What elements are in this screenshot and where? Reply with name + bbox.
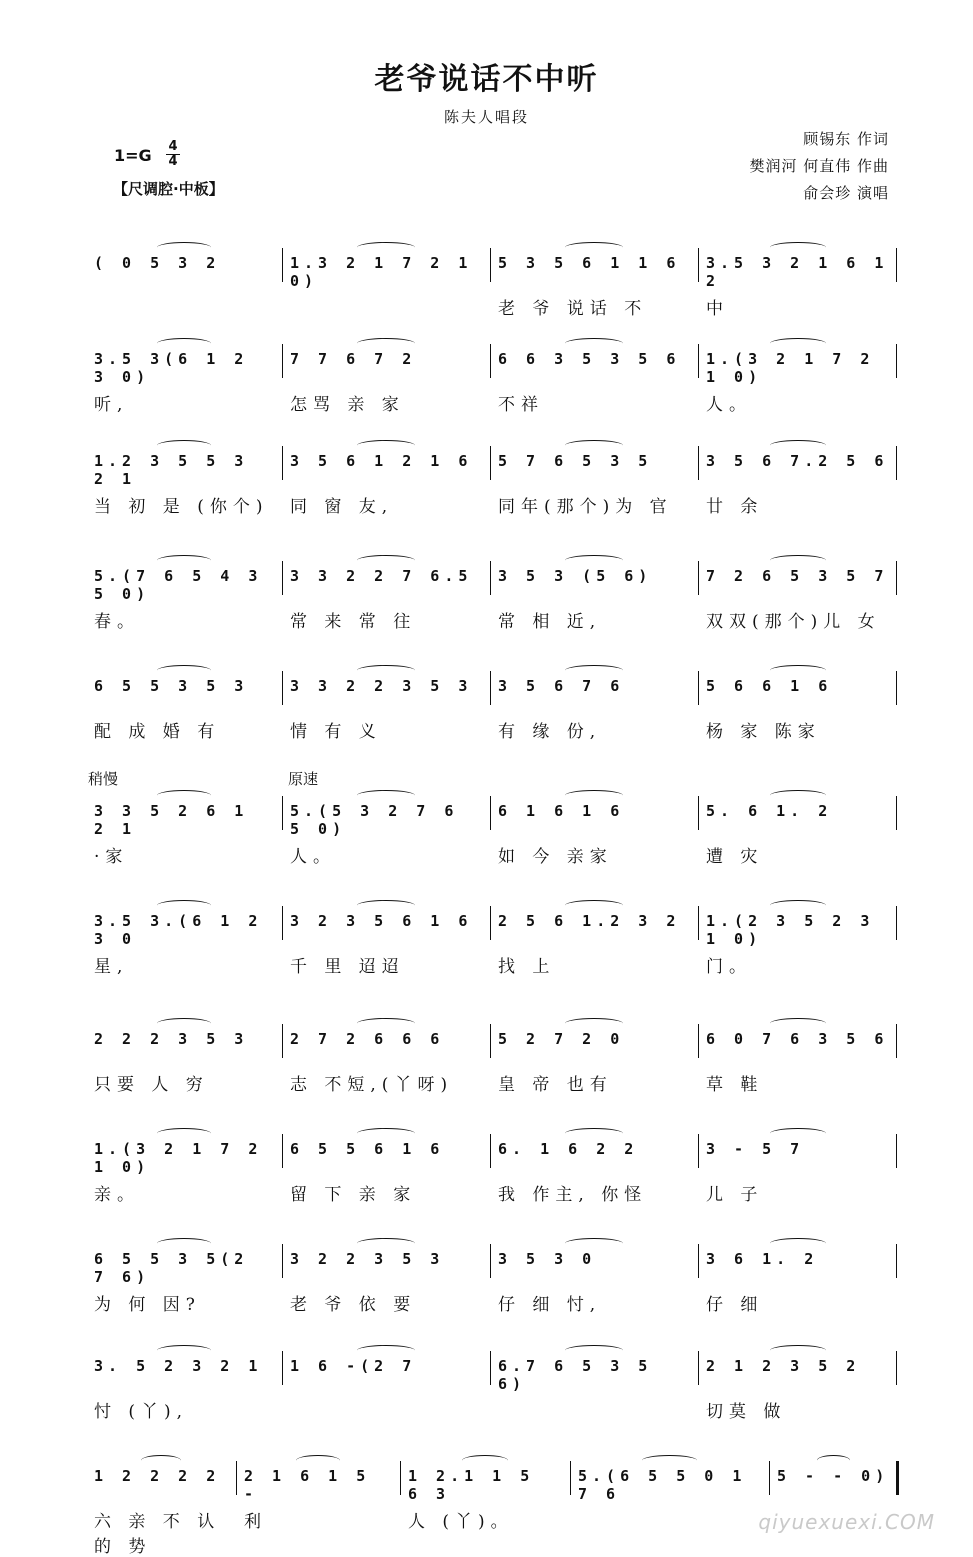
barline bbox=[490, 1134, 491, 1168]
measure-notes: 3 6 1. 2 bbox=[706, 1250, 819, 1268]
barline bbox=[282, 671, 283, 705]
time-signature-top: 4 bbox=[168, 139, 178, 154]
measure-notes: 3 5 6 7.2 5 6 bbox=[706, 452, 889, 470]
measure-lyrics: 配 成 婚 有 bbox=[94, 722, 221, 742]
barline bbox=[282, 561, 283, 595]
measure-lyrics: 留 下 亲 家 bbox=[290, 1185, 417, 1205]
slur bbox=[565, 242, 623, 253]
barline bbox=[282, 796, 283, 830]
slur bbox=[157, 440, 211, 451]
score-system bbox=[86, 770, 898, 890]
measure-lyrics: 找 上 bbox=[498, 957, 556, 977]
slur bbox=[565, 790, 623, 801]
measure-lyrics: 为 何 因? bbox=[94, 1295, 201, 1315]
time-signature bbox=[166, 140, 180, 169]
measure-notes: 3. 5 2 3 2 1 bbox=[94, 1357, 263, 1375]
barline bbox=[490, 671, 491, 705]
score-system bbox=[86, 555, 898, 655]
slur bbox=[565, 555, 623, 566]
slur bbox=[157, 665, 211, 676]
barline bbox=[282, 1244, 283, 1278]
slur bbox=[357, 665, 415, 676]
barline bbox=[490, 446, 491, 480]
slur bbox=[565, 1238, 623, 1249]
measure-notes: 3 3 5 2 6 1 2 1 bbox=[94, 802, 249, 838]
slur bbox=[157, 242, 211, 253]
measure-lyrics: 常 相 近, bbox=[498, 612, 602, 632]
barline bbox=[490, 1351, 491, 1385]
slur bbox=[770, 665, 825, 676]
measure-notes: 3 5 6 1 2 1 6 bbox=[290, 452, 473, 470]
slur bbox=[357, 790, 415, 801]
barline bbox=[698, 1351, 699, 1385]
measure-lyrics: 人 (丫)。 bbox=[408, 1512, 514, 1532]
measure-notes: 1.(2 3 5 2 3 1 0) bbox=[706, 912, 875, 948]
measure-lyrics: 老 爷 依 要 bbox=[290, 1295, 417, 1315]
measure-lyrics: 不祥 bbox=[498, 395, 544, 415]
measure-notes: 6 5 5 6 1 6 bbox=[290, 1140, 445, 1158]
slur bbox=[770, 1238, 825, 1249]
slur bbox=[296, 1455, 340, 1466]
slur bbox=[357, 900, 415, 911]
barline bbox=[698, 446, 699, 480]
measure-notes: 3 2 2 3 5 3 bbox=[290, 1250, 445, 1268]
measure-lyrics: 星, bbox=[94, 957, 129, 977]
measure-notes: 6 0 7 6 3 5 6 bbox=[706, 1030, 889, 1048]
measure-lyrics: 老 爷 说话 不 bbox=[498, 299, 648, 319]
page-title: 老爷说话不中听 bbox=[374, 62, 599, 97]
time-signature-bottom: 4 bbox=[168, 154, 178, 169]
slur bbox=[157, 1345, 211, 1356]
slur bbox=[357, 440, 415, 451]
measure-notes: 2 1 6 1 5 - bbox=[244, 1467, 371, 1503]
style-marking: 【尺调腔·中板】 bbox=[113, 180, 224, 198]
measure-notes: 2 2 2 3 5 3 bbox=[94, 1030, 249, 1048]
barline bbox=[896, 561, 897, 595]
measure-lyrics: 忖 (丫), bbox=[94, 1402, 189, 1422]
barline bbox=[282, 446, 283, 480]
barline bbox=[282, 906, 283, 940]
measure-lyrics: 廿 余 bbox=[706, 497, 764, 517]
barline bbox=[698, 561, 699, 595]
measure-notes: 1.2 3 5 5 3 2 1 bbox=[94, 452, 249, 488]
barline bbox=[400, 1461, 401, 1495]
slur bbox=[357, 555, 415, 566]
barline bbox=[490, 796, 491, 830]
barline bbox=[896, 1244, 897, 1278]
measure-notes: ( 0 5 3 2 bbox=[94, 254, 221, 272]
slur bbox=[157, 1018, 211, 1029]
slur bbox=[157, 900, 211, 911]
measure-lyrics: 门。 bbox=[706, 957, 752, 977]
slur bbox=[565, 440, 623, 451]
measure-notes: 1 2.1 1 5 6 3 bbox=[408, 1467, 535, 1503]
tempo-marking-slower: 稍慢 bbox=[88, 770, 119, 788]
measure-notes: 1.(3 2 1 7 2 1 0) bbox=[706, 350, 875, 386]
composer-credit: 樊润河 何直伟 作曲 bbox=[749, 157, 889, 175]
measure-notes: 5. 6 1. 2 bbox=[706, 802, 833, 820]
barline bbox=[282, 1134, 283, 1168]
slur bbox=[357, 1018, 415, 1029]
measure-notes: 5 - - 0) bbox=[777, 1467, 890, 1485]
slur bbox=[770, 1345, 825, 1356]
barline bbox=[282, 344, 283, 378]
measure-notes: 6.7 6 5 3 5 6) bbox=[498, 1357, 653, 1393]
barline bbox=[896, 671, 897, 705]
barline bbox=[896, 1134, 897, 1168]
key-signature: 1=G bbox=[114, 146, 152, 165]
slur bbox=[770, 900, 825, 911]
measure-notes: 3 5 3 0 bbox=[498, 1250, 597, 1268]
measure-lyrics: 有 缘 份, bbox=[498, 722, 602, 742]
measure-lyrics: 利 bbox=[244, 1512, 267, 1532]
measure-notes: 3.5 3(6 1 2 3 0) bbox=[94, 350, 249, 386]
slur bbox=[157, 338, 211, 349]
score-system bbox=[86, 1018, 898, 1118]
barline bbox=[282, 1351, 283, 1385]
measure-lyrics: 儿 子 bbox=[706, 1185, 764, 1205]
barline bbox=[490, 344, 491, 378]
slur bbox=[770, 242, 825, 253]
measure-notes: 5.(6 5 5 0 1 7 6 bbox=[578, 1467, 747, 1503]
slur bbox=[357, 338, 415, 349]
measure-notes: 2 1 2 3 5 2 bbox=[706, 1357, 861, 1375]
slur bbox=[157, 555, 211, 566]
measure-notes: 5 3 5 6 1 1 6 bbox=[498, 254, 681, 272]
score-system bbox=[86, 440, 898, 540]
measure-lyrics: 听, bbox=[94, 395, 129, 415]
slur bbox=[157, 1238, 211, 1249]
barline bbox=[896, 344, 897, 378]
slur bbox=[817, 1455, 851, 1466]
measure-notes: 3.5 3 2 1 6 1 2 bbox=[706, 254, 889, 290]
measure-lyrics: 常 来 常 往 bbox=[290, 612, 417, 632]
subtitle: 陈夫人唱段 bbox=[443, 108, 529, 126]
measure-lyrics: 六 亲 不 认 的 势 bbox=[94, 1512, 221, 1557]
score-system bbox=[86, 900, 898, 1000]
measure-notes: 1 2 2 2 2 bbox=[94, 1467, 221, 1485]
final-barline bbox=[896, 1461, 899, 1495]
barline bbox=[698, 1024, 699, 1058]
measure-lyrics: 人。 bbox=[290, 847, 336, 867]
slur bbox=[157, 790, 211, 801]
barline bbox=[490, 1024, 491, 1058]
singer-credit: 俞会珍 演唱 bbox=[803, 184, 889, 202]
measure-lyrics: 春。 bbox=[94, 612, 140, 632]
lyricist-credit: 顾锡东 作词 bbox=[803, 130, 889, 148]
barline bbox=[896, 796, 897, 830]
barline bbox=[236, 1461, 237, 1495]
barline bbox=[282, 248, 283, 282]
tempo-marking-original: 原速 bbox=[288, 770, 319, 788]
measure-lyrics: 当 初 是 (你个) bbox=[94, 497, 269, 517]
score-system bbox=[86, 1128, 898, 1228]
slur bbox=[770, 440, 825, 451]
measure-lyrics: 千 里 迢迢 bbox=[290, 957, 405, 977]
measure-notes: 3 - 5 7 bbox=[706, 1140, 805, 1158]
measure-lyrics: 仔 细 bbox=[706, 1295, 764, 1315]
measure-notes: 2 7 2 6 6 6 bbox=[290, 1030, 445, 1048]
barline bbox=[570, 1461, 571, 1495]
score-system bbox=[86, 1455, 898, 1555]
measure-notes: 5 6 6 1 6 bbox=[706, 677, 833, 695]
measure-notes: 3 3 2 2 3 5 3 bbox=[290, 677, 473, 695]
barline bbox=[698, 906, 699, 940]
slur bbox=[357, 1238, 415, 1249]
measure-notes: 1.3 2 1 7 2 1 0) bbox=[290, 254, 473, 290]
measure-notes: 6 5 5 3 5(2 7 6) bbox=[94, 1250, 249, 1286]
measure-lyrics: 亲。 bbox=[94, 1185, 140, 1205]
measure-notes: 3 2 3 5 6 1 6 bbox=[290, 912, 473, 930]
score-system bbox=[86, 242, 898, 342]
measure-notes: 5.(5 3 2 7 6 5 0) bbox=[290, 802, 459, 838]
slur bbox=[770, 790, 825, 801]
slur bbox=[462, 1455, 508, 1466]
barline bbox=[698, 1244, 699, 1278]
measure-notes: 3.5 3.(6 1 2 3 0 bbox=[94, 912, 263, 948]
barline bbox=[490, 561, 491, 595]
barline bbox=[698, 671, 699, 705]
measure-notes: 6. 1 6 2 2 bbox=[498, 1140, 639, 1158]
measure-lyrics: 双双(那个)儿 女 bbox=[706, 612, 881, 632]
slur bbox=[642, 1455, 697, 1466]
measure-lyrics: 中 bbox=[706, 299, 729, 319]
measure-lyrics: ·家 bbox=[94, 847, 129, 867]
barline bbox=[896, 1351, 897, 1385]
measure-notes: 6 1 6 1 6 bbox=[498, 802, 625, 820]
slur bbox=[141, 1455, 181, 1466]
score-system bbox=[86, 1345, 898, 1445]
measure-lyrics: 同 窗 友, bbox=[290, 497, 394, 517]
slur bbox=[770, 1018, 825, 1029]
measure-notes: 1 6 -(2 7 bbox=[290, 1357, 417, 1375]
barline bbox=[698, 1134, 699, 1168]
slur bbox=[770, 555, 825, 566]
measure-lyrics: 我 作主, 你怪 bbox=[498, 1185, 648, 1205]
slur bbox=[157, 1128, 211, 1139]
measure-notes: 1.(3 2 1 7 2 1 0) bbox=[94, 1140, 263, 1176]
slur bbox=[565, 1345, 623, 1356]
barline bbox=[769, 1461, 770, 1495]
barline bbox=[282, 1024, 283, 1058]
barline bbox=[490, 248, 491, 282]
measure-lyrics: 只要 人 穷 bbox=[94, 1075, 209, 1095]
watermark: qiyuexuexi.COM bbox=[758, 1510, 935, 1534]
measure-lyrics: 切莫 做 bbox=[706, 1402, 787, 1422]
measure-notes: 7 7 6 7 2 bbox=[290, 350, 417, 368]
measure-lyrics: 杨 家 陈家 bbox=[706, 722, 821, 742]
slur bbox=[565, 1128, 623, 1139]
measure-lyrics: 草 鞋 bbox=[706, 1075, 764, 1095]
slur bbox=[565, 1018, 623, 1029]
barline bbox=[698, 248, 699, 282]
measure-lyrics: 志 不短,(丫呀) bbox=[290, 1075, 454, 1095]
measure-lyrics: 人。 bbox=[706, 395, 752, 415]
measure-lyrics: 同年(那个)为 官 bbox=[498, 497, 673, 517]
measure-lyrics: 皇 帝 也有 bbox=[498, 1075, 613, 1095]
measure-notes: 5 2 7 2 0 bbox=[498, 1030, 625, 1048]
barline bbox=[490, 1244, 491, 1278]
score-system bbox=[86, 338, 898, 438]
measure-lyrics: 遭 灾 bbox=[706, 847, 764, 867]
measure-notes: 2 5 6 1.2 3 2 bbox=[498, 912, 681, 930]
measure-lyrics: 情 有 义 bbox=[290, 722, 382, 742]
barline bbox=[896, 906, 897, 940]
slur bbox=[357, 1128, 415, 1139]
measure-notes: 7 2 6 5 3 5 7 bbox=[706, 567, 889, 585]
slur bbox=[770, 1128, 825, 1139]
measure-lyrics: 怎骂 亲 家 bbox=[290, 395, 405, 415]
barline bbox=[896, 1024, 897, 1058]
measure-lyrics: 仔 细 忖, bbox=[498, 1295, 602, 1315]
slur bbox=[565, 900, 623, 911]
measure-lyrics: 如 今 亲家 bbox=[498, 847, 613, 867]
measure-notes: 5 7 6 5 3 5 bbox=[498, 452, 653, 470]
barline bbox=[490, 906, 491, 940]
measure-notes: 5.(7 6 5 4 3 5 0) bbox=[94, 567, 263, 603]
barline bbox=[896, 248, 897, 282]
slur bbox=[770, 338, 825, 349]
slur bbox=[357, 1345, 415, 1356]
barline bbox=[896, 446, 897, 480]
barline bbox=[698, 344, 699, 378]
slur bbox=[565, 338, 623, 349]
measure-notes: 3 5 3 (5 6) bbox=[498, 567, 653, 585]
measure-notes: 6 5 5 3 5 3 bbox=[94, 677, 249, 695]
slur bbox=[357, 242, 415, 253]
measure-notes: 3 3 2 2 7 6.5 bbox=[290, 567, 473, 585]
barline bbox=[698, 796, 699, 830]
measure-notes: 3 5 6 7 6 bbox=[498, 677, 625, 695]
score-system bbox=[86, 665, 898, 765]
score-system bbox=[86, 1238, 898, 1338]
slur bbox=[565, 665, 623, 676]
measure-notes: 6 6 3 5 3 5 6 bbox=[498, 350, 681, 368]
